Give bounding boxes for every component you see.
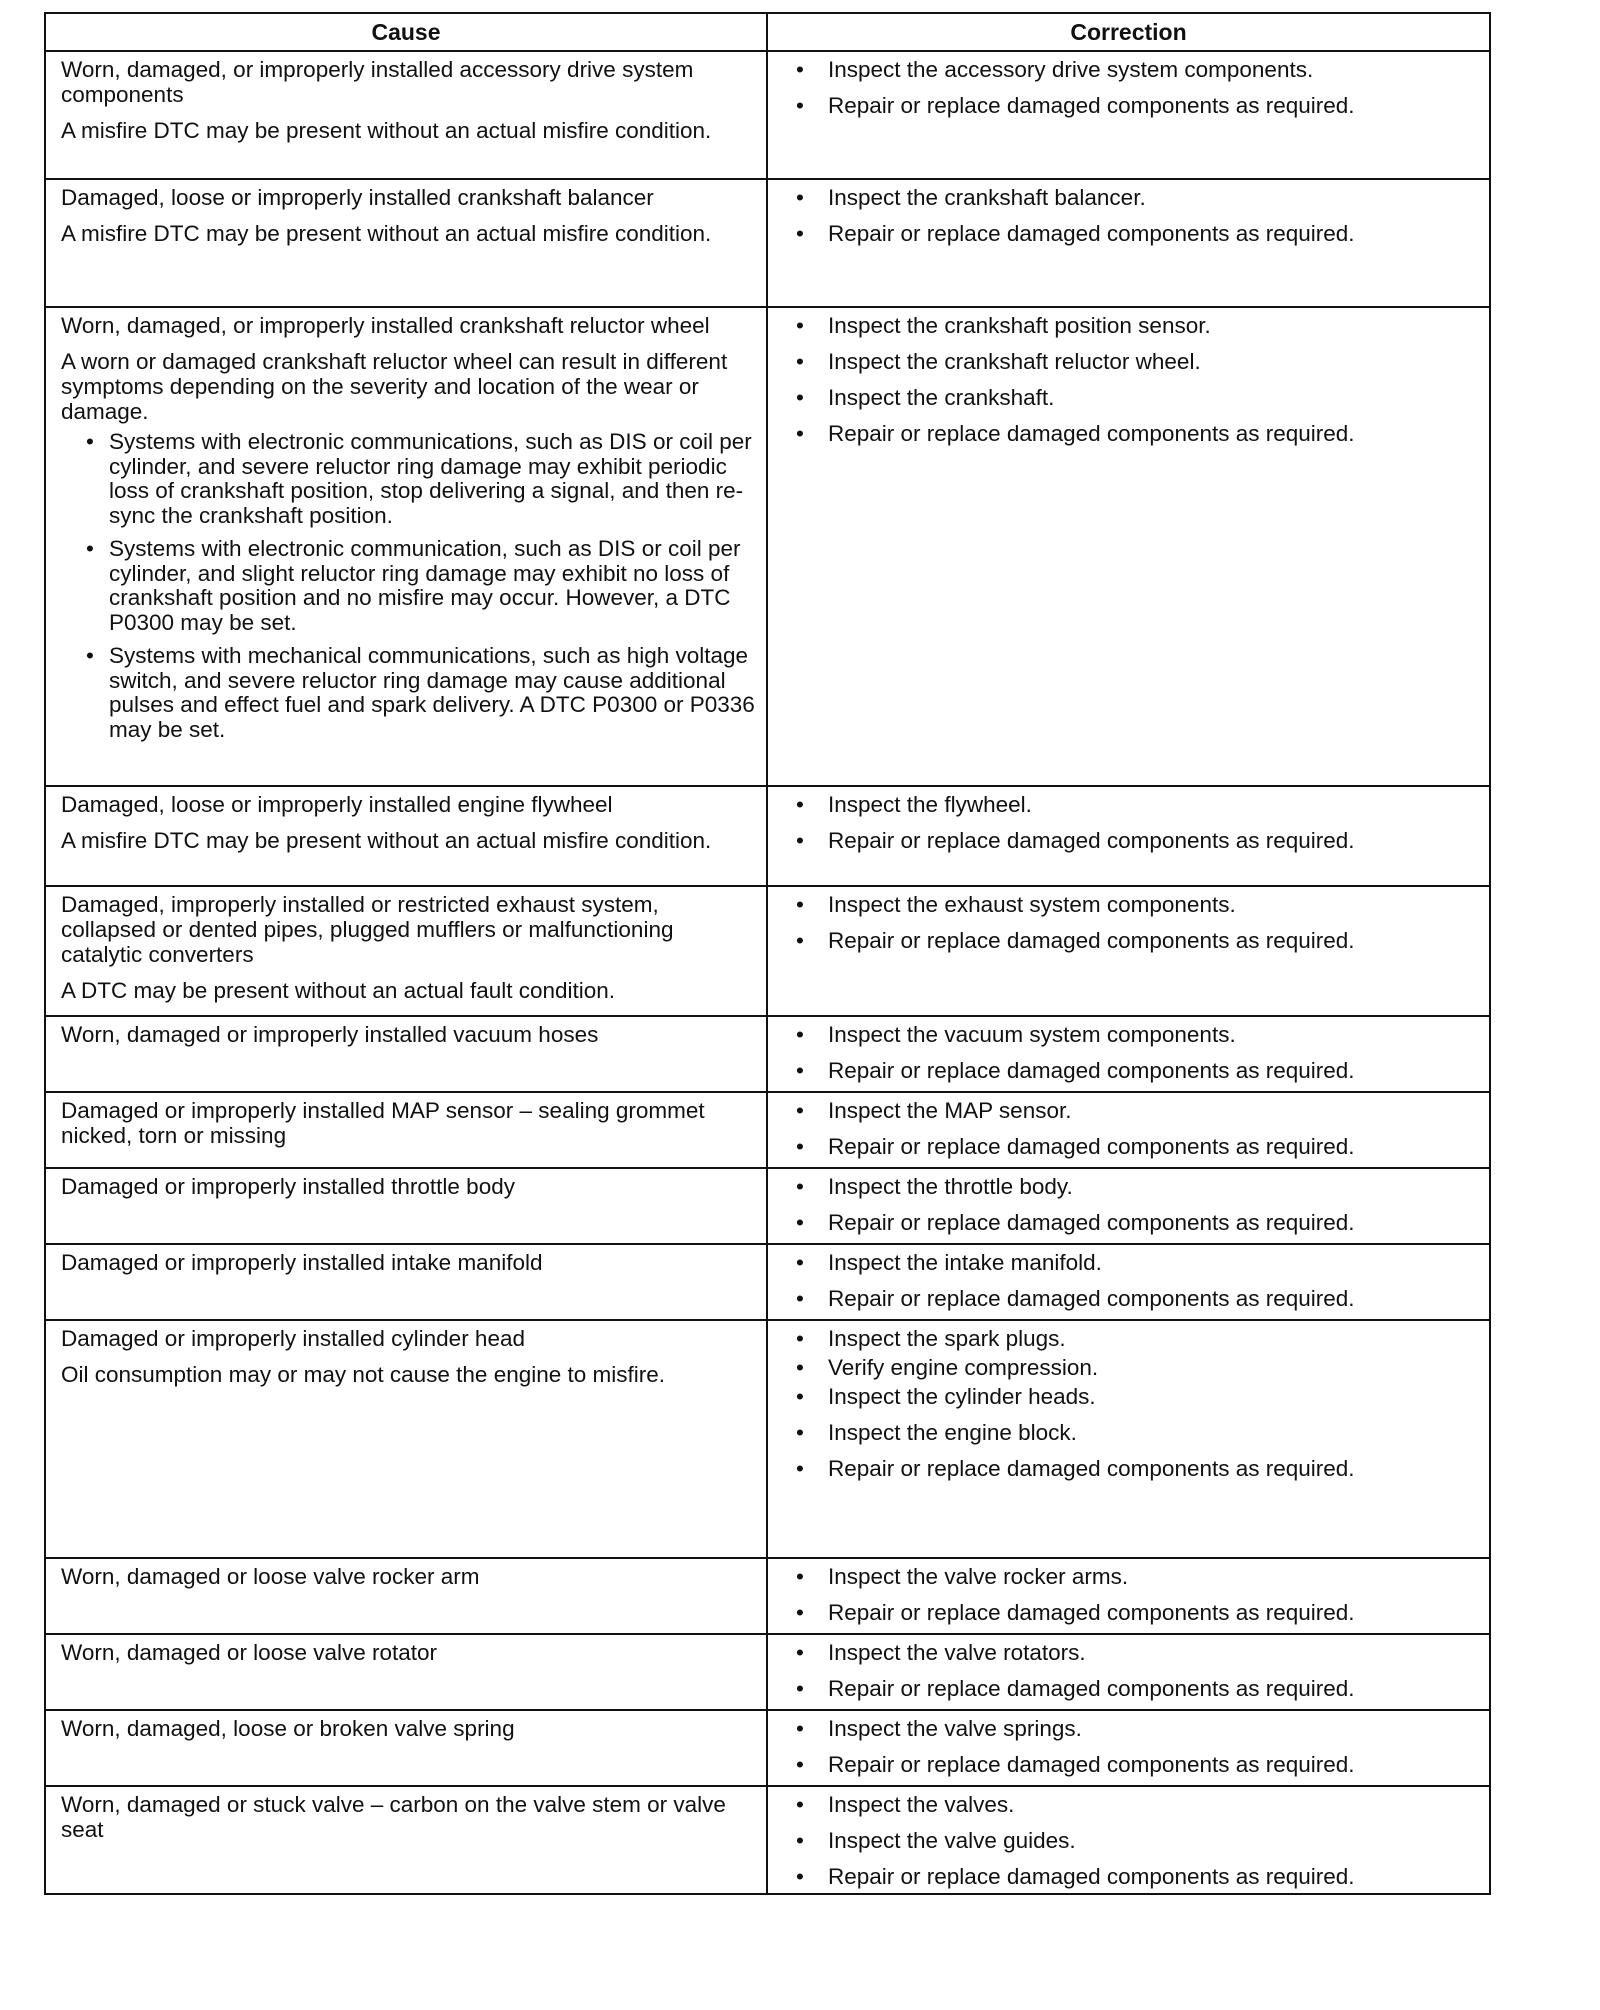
correction-cell xyxy=(767,1244,1490,1320)
cause-note: A misfire DTC may be present without an actual misfire condition. xyxy=(61,221,712,246)
correction-item: • Inspect the valves. xyxy=(788,1792,1479,1817)
cause-text: Damaged or improperly installed intake manifold xyxy=(61,1250,543,1275)
correction-cell xyxy=(767,51,1490,179)
correction-item: • Inspect the MAP sensor. xyxy=(788,1098,1479,1123)
table-row xyxy=(45,886,1490,1016)
cause-subitem: • Systems with electronic communications, such as DIS or coil per cylinder, and severe reluctor ring damage may exhibit periodic loss of crankshaft position, stop delivering a signal, and then re-sync the crankshaft position. xyxy=(61,430,756,528)
correction-item: • Repair or replace damaged components as required. xyxy=(788,1676,1479,1701)
table-header-row xyxy=(45,13,1490,51)
cause-cell xyxy=(45,1092,767,1168)
correction-item: • Inspect the intake manifold. xyxy=(788,1250,1479,1275)
cause-text: Worn, damaged or loose valve rotator xyxy=(61,1640,438,1665)
cause-text: Worn, damaged, loose or broken valve spring xyxy=(61,1716,515,1741)
cause-cell xyxy=(45,179,767,307)
cause-note: A misfire DTC may be present without an actual misfire condition. xyxy=(61,118,712,143)
correction-item: • Inspect the cylinder heads. xyxy=(788,1384,1479,1409)
table-row xyxy=(45,307,1490,786)
table-row xyxy=(45,1634,1490,1710)
correction-item: • Inspect the valve guides. xyxy=(788,1828,1479,1853)
cause-cell xyxy=(45,786,767,886)
cause-note: A worn or damaged crankshaft reluctor wheel can result in different symptoms depending on the severity and location of the wear or damage. xyxy=(61,349,728,424)
correction-column-header: Correction xyxy=(767,13,1490,51)
correction-cell xyxy=(767,1092,1490,1168)
cause-cell xyxy=(45,1634,767,1710)
table-row xyxy=(45,1710,1490,1786)
correction-item: • Repair or replace damaged components as required. xyxy=(788,1864,1479,1889)
cause-correction-table xyxy=(44,12,1491,1895)
cause-cell xyxy=(45,1244,767,1320)
cause-subitem: • Systems with electronic communication, such as DIS or coil per cylinder, and slight reluctor ring damage may exhibit no loss of crankshaft position and no misfire may occur. However, a DTC P0300 may be set. xyxy=(61,537,756,635)
cause-note: Oil consumption may or may not cause the engine to misfire. xyxy=(61,1362,666,1387)
correction-item: • Inspect the vacuum system components. xyxy=(788,1022,1479,1047)
cause-text: Worn, damaged or improperly installed vacuum hoses xyxy=(61,1022,599,1047)
correction-item: • Inspect the crankshaft reluctor wheel. xyxy=(788,349,1479,374)
correction-item: • Repair or replace damaged components as required. xyxy=(788,421,1479,446)
correction-cell xyxy=(767,1558,1490,1634)
cause-text: Worn, damaged, or improperly installed crankshaft reluctor wheel xyxy=(61,313,710,338)
correction-item: • Repair or replace damaged components as required. xyxy=(788,93,1479,118)
correction-cell xyxy=(767,1634,1490,1710)
table-row xyxy=(45,786,1490,886)
correction-item: • Inspect the engine block. xyxy=(788,1420,1479,1445)
correction-item: • Repair or replace damaged components as required. xyxy=(788,221,1479,246)
correction-item: • Repair or replace damaged components as required. xyxy=(788,828,1479,853)
cause-cell xyxy=(45,1786,767,1894)
cause-cell xyxy=(45,1320,767,1558)
cause-text: Damaged or improperly installed throttle body xyxy=(61,1174,515,1199)
table-row xyxy=(45,1016,1490,1092)
correction-cell xyxy=(767,307,1490,786)
diagnostic-page xyxy=(44,12,1489,1895)
table-row xyxy=(45,1786,1490,1894)
correction-item: • Inspect the crankshaft. xyxy=(788,385,1479,410)
correction-item: • Inspect the spark plugs. xyxy=(788,1326,1479,1351)
correction-item: • Verify engine compression. xyxy=(788,1355,1479,1380)
cause-cell xyxy=(45,1168,767,1244)
correction-item: • Inspect the crankshaft position sensor. xyxy=(788,313,1479,338)
correction-item: • Inspect the crankshaft balancer. xyxy=(788,185,1479,210)
cause-subitem: • Systems with mechanical communications, such as high voltage switch, and severe reluctor ring damage may cause additional pulses and effect fuel and spark delivery. A DTC P0300 or P0336 may be set. xyxy=(61,644,756,742)
cause-cell xyxy=(45,1016,767,1092)
correction-cell xyxy=(767,1786,1490,1894)
cause-cell xyxy=(45,307,767,786)
cause-cell xyxy=(45,51,767,179)
correction-item: • Repair or replace damaged components as required. xyxy=(788,1752,1479,1777)
cause-cell xyxy=(45,1710,767,1786)
correction-cell xyxy=(767,179,1490,307)
correction-item: • Inspect the flywheel. xyxy=(788,792,1479,817)
correction-item: • Repair or replace damaged components as required. xyxy=(788,1210,1479,1235)
correction-item: • Repair or replace damaged components as required. xyxy=(788,1456,1479,1481)
cause-column-header: Cause xyxy=(45,13,767,51)
correction-item: • Inspect the throttle body. xyxy=(788,1174,1479,1199)
correction-item: • Inspect the exhaust system components. xyxy=(788,892,1479,917)
correction-item: • Repair or replace damaged components as required. xyxy=(788,928,1479,953)
correction-cell xyxy=(767,1168,1490,1244)
cause-text: Worn, damaged or stuck valve – carbon on the valve stem or valve seat xyxy=(61,1792,726,1842)
cause-note: A misfire DTC may be present without an actual misfire condition. xyxy=(61,828,712,853)
cause-note: A DTC may be present without an actual fault condition. xyxy=(61,978,616,1003)
correction-cell xyxy=(767,1320,1490,1558)
correction-item: • Repair or replace damaged components as required. xyxy=(788,1286,1479,1311)
correction-item: • Repair or replace damaged components as required. xyxy=(788,1134,1479,1159)
correction-item: • Repair or replace damaged components as required. xyxy=(788,1600,1479,1625)
correction-cell xyxy=(767,1016,1490,1092)
correction-cell xyxy=(767,786,1490,886)
cause-text: Damaged, improperly installed or restricted exhaust system, collapsed or dented pipes, plugged mufflers or malfunctioning catalytic converters xyxy=(61,892,674,967)
correction-item: • Repair or replace damaged components as required. xyxy=(788,1058,1479,1083)
table-row xyxy=(45,1320,1490,1558)
table-row xyxy=(45,51,1490,179)
correction-cell xyxy=(767,1710,1490,1786)
table-row xyxy=(45,1168,1490,1244)
cause-text: Damaged or improperly installed MAP sensor – sealing grommet nicked, torn or missing xyxy=(61,1098,705,1148)
cause-text: Damaged or improperly installed cylinder head xyxy=(61,1326,525,1351)
cause-cell xyxy=(45,1558,767,1634)
correction-item: • Inspect the valve springs. xyxy=(788,1716,1479,1741)
cause-subitem-list xyxy=(61,430,756,742)
cause-text: Worn, damaged or loose valve rocker arm xyxy=(61,1564,480,1589)
correction-item: • Inspect the accessory drive system components. xyxy=(788,57,1479,82)
cause-text: Damaged, loose or improperly installed crankshaft balancer xyxy=(61,185,654,210)
cause-text: Damaged, loose or improperly installed engine flywheel xyxy=(61,792,613,817)
correction-item: • Inspect the valve rotators. xyxy=(788,1640,1479,1665)
correction-cell xyxy=(767,886,1490,1016)
correction-item: • Inspect the valve rocker arms. xyxy=(788,1564,1479,1589)
cause-text: Worn, damaged, or improperly installed accessory drive system components xyxy=(61,57,694,107)
table-row xyxy=(45,1558,1490,1634)
table-row xyxy=(45,1092,1490,1168)
table-row xyxy=(45,179,1490,307)
table-row xyxy=(45,1244,1490,1320)
cause-cell xyxy=(45,886,767,1016)
